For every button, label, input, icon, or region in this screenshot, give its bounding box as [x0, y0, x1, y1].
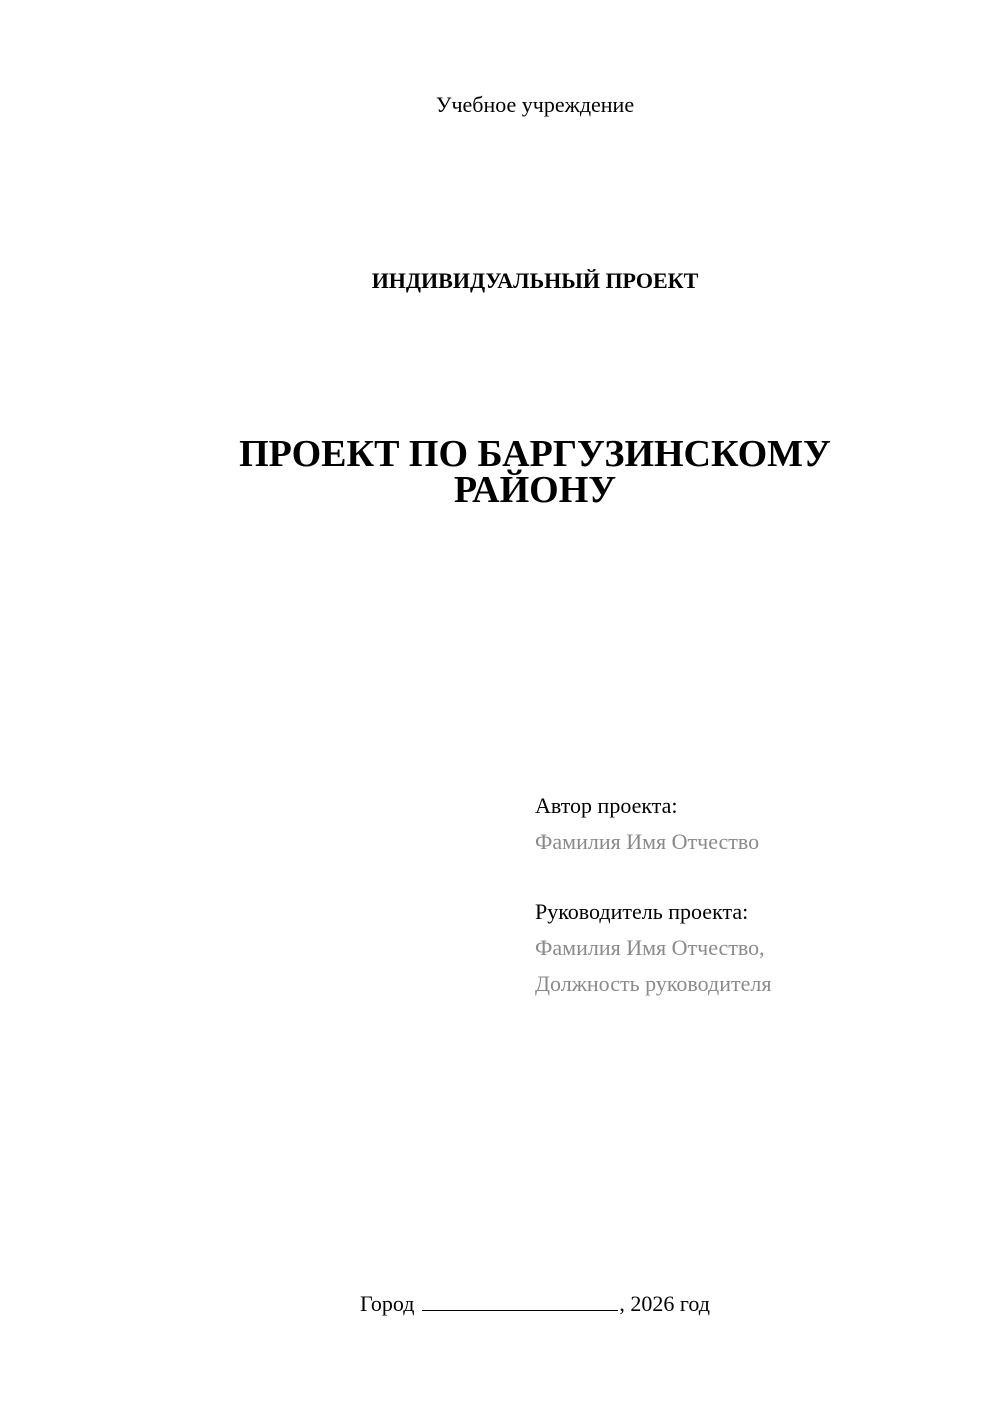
project-title-line-1: ПРОЕКТ ПО БАРГУЗИНСКОМУ — [239, 433, 831, 475]
project-title-line-2: РАЙОНУ — [453, 469, 617, 511]
institution-name: Учебное учреждение — [435, 92, 635, 117]
city-blank-line — [422, 1290, 618, 1311]
footer-city-year — [0, 1290, 1000, 1317]
city-label: Город — [360, 1291, 415, 1316]
credits-block — [535, 788, 771, 1002]
supervisor-label: Руководитель проекта: — [535, 899, 749, 924]
supervisor-name: Фамилия Имя Отчество, — [535, 935, 765, 960]
project-type-heading: ИНДИВИДУАЛЬНЫЙ ПРОЕКТ — [371, 268, 699, 293]
year-text: , 2026 год — [619, 1291, 710, 1316]
project-title — [0, 433, 1000, 511]
credits-spacer — [535, 860, 771, 894]
author-name: Фамилия Имя Отчество — [535, 829, 760, 854]
supervisor-position: Должность руководителя — [535, 971, 772, 996]
author-label: Автор проекта: — [535, 793, 678, 818]
